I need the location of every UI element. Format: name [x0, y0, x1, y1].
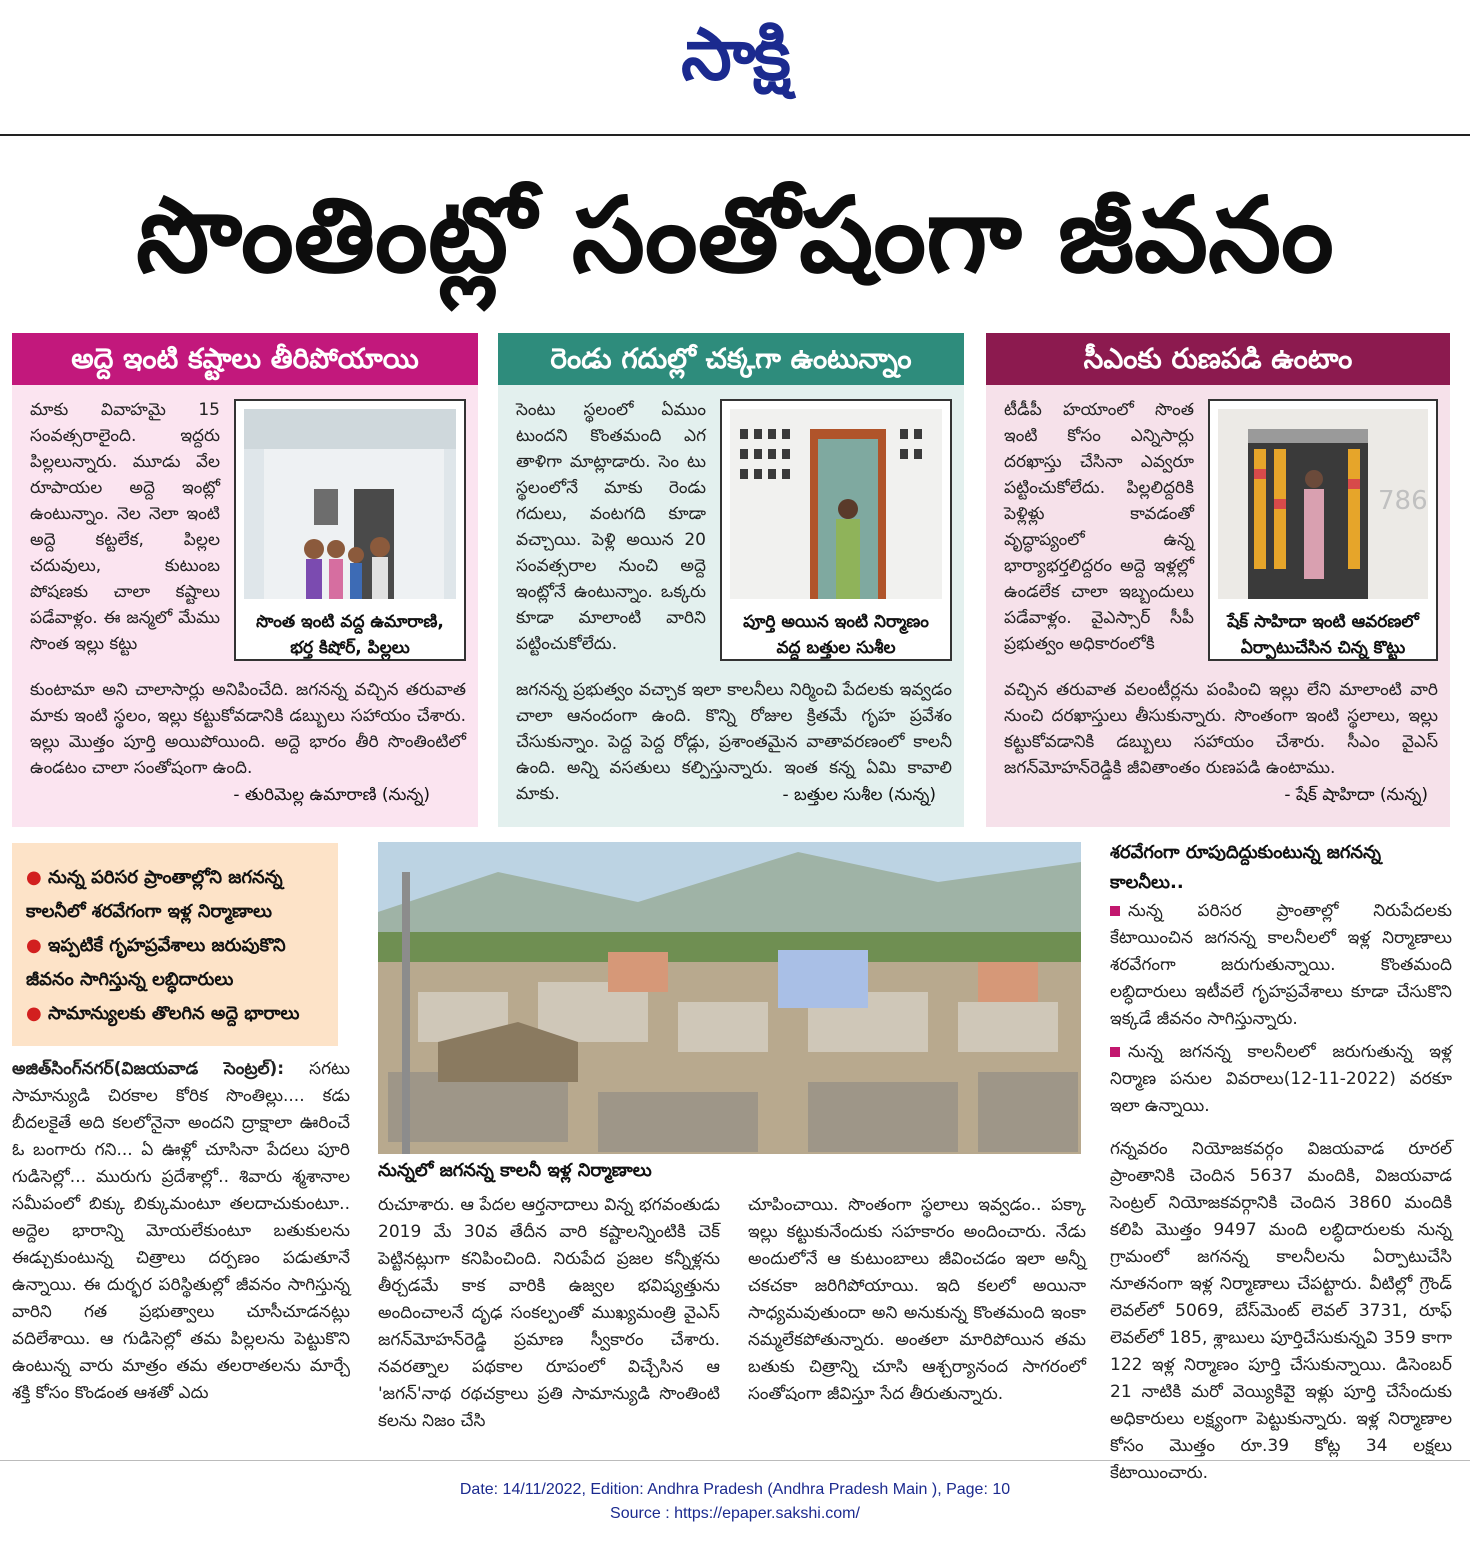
testimonial-box-3-text-bottom: వచ్చిన తరువాత వలంటీర్లను పంపించి ఇల్లు లేని మాలాంటి వారి నుంచి దరఖాస్తులు తీసుకున్నారు. సొంతంగా ఇంటి స్థలాలు, ఇల్లు కట్టుకోవడానికి డబ్బులు సహాయం చేశారు. సీఎం వైఎస్ జగన్‌మోహన్‌రెడ్డికి జీవితాంతం రుణపడి ఉంటాము.	[1004, 680, 1438, 778]
page-headline: సొంతింట్లో సంతోషంగా జీవనం	[136, 174, 1334, 296]
testimonial-box-2-text-bottom: జగనన్న ప్రభుత్వం వచ్చాక ఇలా కాలనీలు నిర్మించి పేదలకు ఇవ్వడం చాలా ఆనందంగా ఉంది. కొన్ని రోజుల క్రితమే గృహ ప్రవేశం చేసుకున్నాం. పెద్ద పెద్ద రోడ్లు, ప్రశాంతమైన వాతావరణంలో కాలనీ ఉంది. అన్ని వసతులు కల్పిస్తున్నారు. ఇంత కన్న ఏమి కావాలి మాకు.	[516, 680, 952, 804]
article-column-1	[12, 1056, 350, 1444]
house-photo-1	[244, 409, 456, 599]
main-photo-caption: నున్నలో జగనన్న కాలనీ ఇళ్ల నిర్మాణాలు	[378, 1160, 652, 1181]
article-dateline: అజిత్‌సింగ్‌నగర్(విజయవాడ సెంట్రల్):	[12, 1059, 285, 1079]
testimonial-box-1-caption: సొంత ఇంటి వద్ద ఉమారాణి, భర్త కిషోర్, పిల్లలు	[256, 612, 444, 658]
highlight-item: ● సామాన్యులకు తొలగిన అద్దె భారాలు	[26, 1003, 300, 1024]
testimonial-box-1-text-top: మాకు వివాహమై 15 సంవత్సరాలైంది. ఇద్దరు పిల్లలున్నారు. మూడు వేల రూపాయల అద్దె ఇంట్లో ఉంటున్నాం. నెల నెలా ఇంటి అద్దె కట్టలేక, పిల్లల చదువులు, కుటుంబ పోషణకు చాలా కష్టాలు పడేవాళ్లం. ఈ జన్మలో మేము సొంత ఇల్లు కట్టు	[30, 400, 220, 654]
testimonial-box-1-byline: - తురిమెల్ల ఉమారాణి (నున్న)	[233, 785, 430, 805]
house-photo-2	[730, 409, 942, 599]
footer-rule	[0, 1460, 1470, 1461]
masthead-rule	[0, 134, 1470, 136]
testimonial-box-2	[498, 333, 964, 827]
article-column-3: చూపించాయి. సొంతంగా స్థలాలు ఇవ్వడం.. పక్కా ఇల్లు కట్టుకునేందుకు సహకారం అందించారు. నేడు అందులోనే ఆ కుటుంబాలు జీవించడం ఇలా అన్నీ చకచకా జరిగిపోయాయి. ఇది కలలో అయినా సాధ్యమవుతుందా అని అనుకున్న కొంతమంది ఇంకా నమ్మలేకపోతున్నారు. అంతలా మారిపోయిన తమ బతుకు చిత్రాన్ని చూసి ఆశ్చర్యానంద సాగరంలో సంతోషంగా జీవిస్తూ సేద తీరుతున్నారు.	[748, 1195, 1086, 1404]
sidebar-points	[1110, 898, 1452, 1120]
testimonial-box-2-photo	[720, 399, 952, 661]
testimonial-box-1-title: అద్దె ఇంటి కష్టాలు తీరిపోయాయి	[12, 333, 478, 385]
svg-text:786: 786	[1378, 486, 1428, 516]
footer-date-edition: Date: 14/11/2022, Edition: Andhra Pradesh (Andhra Pradesh Main ), Page: 10	[459, 1481, 1011, 1498]
testimonial-box-2-text-top: సెంటు స్థలంలో ఏముం టుందని కొంతమంది ఎగ తాళిగా మాట్లాడారు. సెం టు స్థలంలోనే మాకు రెండు గదులు, వంటగది కూడా వచ్చాయి. పెళ్లి అయిన 20 సంవత్సరాల నుంచి అద్దె ఇంట్లోనే ఉంటున్నాం. ఒక్కరు కూడా మాలాంటి వారిని పట్టించుకోలేదు.	[516, 400, 706, 654]
masthead-logo: సాక్షి	[681, 12, 789, 96]
testimonial-box-2-byline: - బత్తుల సుశీల (నున్న)	[782, 785, 936, 805]
highlight-item: ● ఇప్పటికే గృహప్రవేశాలు జరుపుకొని జీవనం సాగిస్తున్న లబ్ధిదారులు	[26, 935, 286, 990]
colony-construction-photo	[378, 842, 1081, 1154]
testimonial-box-2-caption: పూర్తి అయిన ఇంటి నిర్మాణం వద్ద బత్తుల సుశీల	[743, 612, 929, 658]
highlight-item: ● నున్న పరిసర ప్రాంతాల్లోని జగనన్న కాలనీలో శరవేగంగా ఇళ్ల నిర్మాణాలు	[26, 867, 283, 922]
testimonial-box-2-title: రెండు గదుల్లో చక్కగా ఉంటున్నాం	[498, 333, 964, 385]
testimonial-box-3-caption: షేక్ సాహిదా ఇంటి ఆవరణలో ఏర్పాటుచేసిన చిన్న కొట్టు	[1227, 612, 1419, 658]
testimonial-box-1-text-bottom: కుంటామా అని చాలాసార్లు అనిపించేది. జగనన్న వచ్చిన తరువాత మాకు ఇంటి స్థలం, ఇల్లు కట్టుకోవడానికి డబ్బులు సహాయం చేశారు. ఇల్లు మొత్తం పూర్తి అయిపోయింది. అద్దె భారం తీరి సొంతింటిలో ఉండటం చాలా సంతోషంగా ఉంది.	[30, 680, 466, 778]
testimonial-box-3	[986, 333, 1450, 827]
sidebar-point: నున్న జగనన్న కాలనీలలో జరుగుతున్న ఇళ్ల నిర్మాణ పనుల వివరాలు(12-11-2022) వరకూ ఇలా ఉన్నాయి.	[1110, 1042, 1452, 1116]
sidebar-body: గన్నవరం నియోజకవర్గం విజయవాడ రూరల్ ప్రాంతానికి చెందిన 5637 మందికి, విజయవాడ సెంట్రల్ నియోజకవర్గానికి చెందిన 3860 మందికి కలిపి మొత్తం 9497 మంది లబ్ధిదారులకు నున్న గ్రామంలో జగనన్న కాలనీలను ఏర్పాటుచేసి నూతనంగా ఇళ్ల నిర్మాణాలు చేపట్టారు. వీటిల్లో గ్రౌండ్ లెవల్‌లో 5069, బేస్‌మెంట్ లెవల్ 3731, రూఫ్ లెవల్‌లో 185, శ్లాబులు పూర్తిచేసుకున్నవి 359 కాగా 122 ఇళ్ల నిర్మాణం పూర్తి చేసుకున్నాయి. డిసెంబర్ 21 నాటికి మరో వెయ్యికిపైె ఇళ్లు పూర్తి చేసేందుకు అధికారులు లక్ష్యంగా పెట్టుకున్నారు. ఇళ్ల నిర్మాణాల కోసం మొత్తం రూ.39 కోట్ల 34 లక్షలు కేటాయించారు.	[1110, 1139, 1452, 1483]
sidebar-point: నున్న పరిసర ప్రాంతాల్లో నిరుపేదలకు కేటాయించిన జగనన్న కాలనీలలో ఇళ్ల నిర్మాణాలు శరవేగంగా జరుగుతున్నాయి. కొంతమంది లబ్ధిదారులు ఇటీవలే గృహప్రవేశాలు కూడా చేసుకొని ఇక్కడే జీవనం సాగిస్తున్నారు.	[1110, 901, 1452, 1029]
testimonial-box-3-text-top: టీడీపీ హయాంలో సొంత ఇంటి కోసం ఎన్నిసార్లు దరఖాస్తు చేసినా ఎవ్వరూ పట్టించుకోలేదు. పిల్లలిద్దరికి పెళ్లిళ్లు కావడంతో వృద్ధాప్యంలో ఉన్న భార్యాభర్తలిద్దరం అద్దె ఇళ్లల్లో ఉండలేక చాలా ఇబ్బందులు పడేవాళ్లం. వైఎస్సార్ సీపీ ప్రభుత్వం అధికారంలోకి	[1004, 400, 1194, 654]
testimonial-box-1	[12, 333, 478, 827]
testimonial-box-3-byline: - షేక్ షాహిదా (నున్న)	[1284, 785, 1428, 805]
testimonial-box-3-photo	[1208, 399, 1438, 661]
main-photo	[378, 842, 1081, 1154]
article-column-2: రుచూశారు. ఆ పేదల ఆర్తనాదాలు విన్న భగవంతుడు 2019 మే 30వ తేదీన వారి కష్టాలన్నింటికి చెక్ పెట్టినట్లుగా కనిపించింది. నిరుపేద ప్రజల కన్నీళ్లను తీర్చడమే కాక వారికి ఉజ్వల భవిష్యత్తును అందించాలనే దృఢ సంకల్పంతో ముఖ్యమంత్రి వైఎస్ జగన్‌మోహన్‌రెడ్డి ప్రమాణ స్వీకారం చేశారు. నవరత్నాల పథకాల రూపంలో విచ్చేసిన ఆ 'జగన్'నాథ రథచక్రాలు ప్రతి సామాన్యుడి సొంతింటి కలను నిజం చేసి	[378, 1195, 720, 1431]
sidebar-title: శరవేగంగా రూపుదిద్దుకుంటున్న జగనన్న కాలనీలు..	[1110, 842, 1381, 893]
highlights-box	[12, 843, 338, 1046]
article-column-1-text: సగటు సామాన్యుడి చిరకాల కోరిక సొంతిల్లు.... కడు బీదలకైతే అది కలలోనైనా అందని ద్రాక్షాలా ఊరించే ఓ బంగారు గని... ఏ ఊళ్లో చూసినా పేదలు పూరి గుడిసెల్లో... మురుగు ప్రదేశాల్లో.. శివారు శ్మశానాల సమీపంలో బిక్కు బిక్కుమంటూ తలదాచుకుంటూ.. అద్దెల భారాన్ని మోయలేకుంటూ బతుకులను ఈడ్చుకుంటున్న చిత్రాలు దర్పణం పడుతూనే ఉన్నాయి. ఈ దుర్భర పరిస్థితుల్లో జీవనం సాగిస్తున్న వారిని గత ప్రభుత్వాలు చూసీచూడనట్లు వదిలేశాయి. ఆ గుడిసెల్లో తమ పిల్లలను పెట్టుకొని ఉంటున్న వారు మాత్రం తమ తలరాతలను మార్చే శక్తి కోసం కొండంత ఆశతో ఎదు	[12, 1059, 351, 1403]
shop-photo-3	[1218, 409, 1428, 599]
testimonial-box-3-title: సీఎంకు రుణపడి ఉంటాం	[986, 333, 1450, 385]
testimonial-box-1-photo	[234, 399, 466, 661]
footer	[0, 1478, 1470, 1526]
footer-source: Source : https://epaper.sakshi.com/	[610, 1505, 860, 1522]
